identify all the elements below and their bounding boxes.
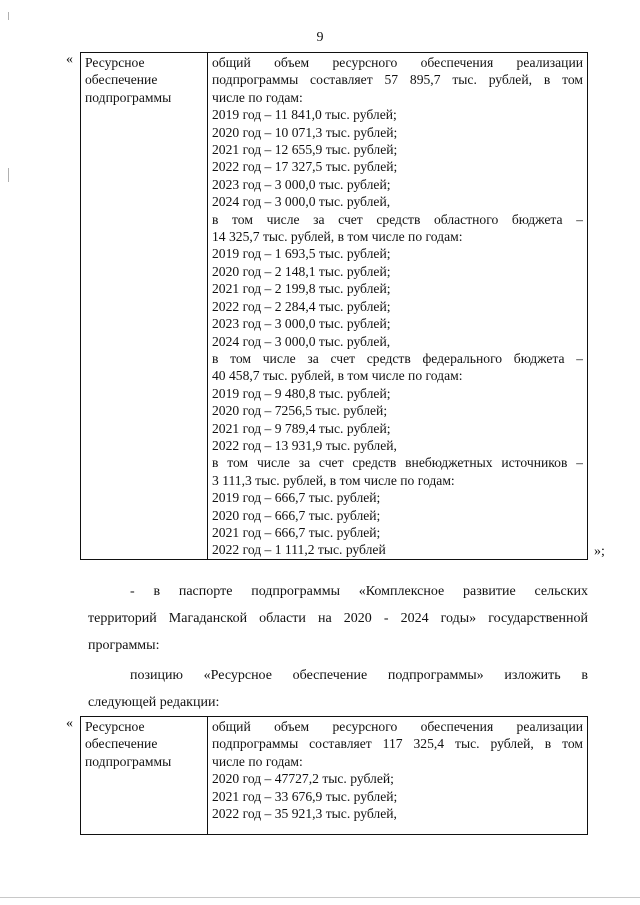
scan-mark: [8, 168, 9, 182]
text-line: 2021 год – 12 655,9 тыс. рублей;: [212, 142, 398, 158]
paragraph-line: территорий Магаданской области на 2020 - 2024 годы» государственной: [88, 611, 588, 626]
value-cell: [208, 53, 588, 560]
resource-table-2: [80, 716, 588, 835]
text-line: 2020 год – 47727,2 тыс. рублей;: [212, 771, 394, 787]
label-cell: [81, 53, 208, 560]
paragraph-line: - в паспорте подпрограммы «Комплексное развитие сельских: [130, 584, 588, 599]
value-cell: [208, 717, 588, 835]
text-line: в том числе за счет средств областного бюджета –: [212, 211, 583, 227]
text-line: 2020 год – 666,7 тыс. рублей;: [212, 507, 381, 523]
instruction-paragraph-2-cont: [88, 689, 588, 716]
text-line: 2019 год – 11 841,0 тыс. рублей;: [212, 107, 397, 123]
text-line: 2023 год – 3 000,0 тыс. рублей;: [212, 176, 391, 192]
text-line: общий объем ресурсного обеспечения реализации: [212, 55, 583, 70]
instruction-paragraph: [88, 578, 588, 605]
paragraph-line: программы:: [88, 638, 160, 653]
text-line: подпрограммы составляет 117 325,4 тыс. рублей, в том: [212, 736, 583, 752]
text-line: 2021 год – 9 789,4 тыс. рублей;: [212, 420, 391, 436]
text-line: 2023 год – 3 000,0 тыс. рублей;: [212, 316, 391, 332]
text-line: 2022 год – 13 931,9 тыс. рублей,: [212, 437, 397, 453]
label-line: обеспечение: [85, 736, 158, 752]
page-number: 9: [316, 30, 324, 45]
text-line: 2020 год – 10 071,3 тыс. рублей;: [212, 124, 398, 140]
open-quote-2: «: [66, 716, 73, 731]
open-quote: «: [66, 52, 73, 67]
text-line: 2021 год – 2 199,8 тыс. рублей;: [212, 281, 391, 297]
text-line: 2022 год – 35 921,3 тыс. рублей,: [212, 806, 397, 822]
resource-table-1: [80, 52, 588, 560]
scan-mark: [8, 12, 9, 20]
text-line: числе по годам:: [212, 753, 303, 769]
label-line: Ресурсное: [85, 719, 145, 734]
label-line: обеспечение: [85, 72, 158, 88]
text-line: 14 325,7 тыс. рублей, в том числе по годам:: [212, 229, 463, 245]
text-line: числе по годам:: [212, 89, 303, 105]
paragraph-line: следующей редакции:: [88, 695, 220, 710]
label-line: подпрограммы: [85, 89, 172, 105]
text-line: 2020 год – 7256,5 тыс. рублей;: [212, 403, 388, 419]
text-line: 2021 год – 666,7 тыс. рублей;: [212, 524, 381, 540]
text-line: 2019 год – 9 480,8 тыс. рублей;: [212, 385, 391, 401]
text-line: 2022 год – 17 327,5 тыс. рублей;: [212, 159, 398, 175]
text-line: 3 111,3 тыс. рублей, в том числе по годам:: [212, 472, 455, 488]
text-line: 2019 год – 1 693,5 тыс. рублей;: [212, 246, 391, 262]
scan-edge-line: [0, 897, 640, 898]
text-line: общий объем ресурсного обеспечения реализации: [212, 719, 583, 734]
instruction-paragraph-cont: [88, 605, 588, 659]
close-quote: »;: [594, 544, 605, 559]
label-line: подпрограммы: [85, 753, 172, 769]
text-line: в том числе за счет средств федерального бюджета –: [212, 350, 583, 366]
paragraph-line: позицию «Ресурсное обеспечение подпрограммы» изложить в: [130, 668, 588, 683]
text-line: в том числе за счет средств внебюджетных источников –: [212, 455, 583, 471]
label-cell: [81, 717, 208, 835]
text-line: 2022 год – 2 284,4 тыс. рублей;: [212, 298, 391, 314]
text-line: 40 458,7 тыс. рублей, в том числе по годам:: [212, 368, 463, 384]
text-line: 2022 год – 1 111,2 тыс. рублей: [212, 542, 386, 558]
instruction-paragraph-2: [130, 662, 588, 689]
text-line: 2021 год – 33 676,9 тыс. рублей;: [212, 788, 398, 804]
text-line: 2024 год – 3 000,0 тыс. рублей,: [212, 194, 391, 210]
text-line: 2024 год – 3 000,0 тыс. рублей,: [212, 333, 391, 349]
label-line: Ресурсное: [85, 55, 145, 70]
text-line: подпрограммы составляет 57 895,7 тыс. рублей, в том: [212, 72, 583, 88]
text-line: 2019 год – 666,7 тыс. рублей;: [212, 490, 381, 506]
text-line: 2020 год – 2 148,1 тыс. рублей;: [212, 263, 391, 279]
